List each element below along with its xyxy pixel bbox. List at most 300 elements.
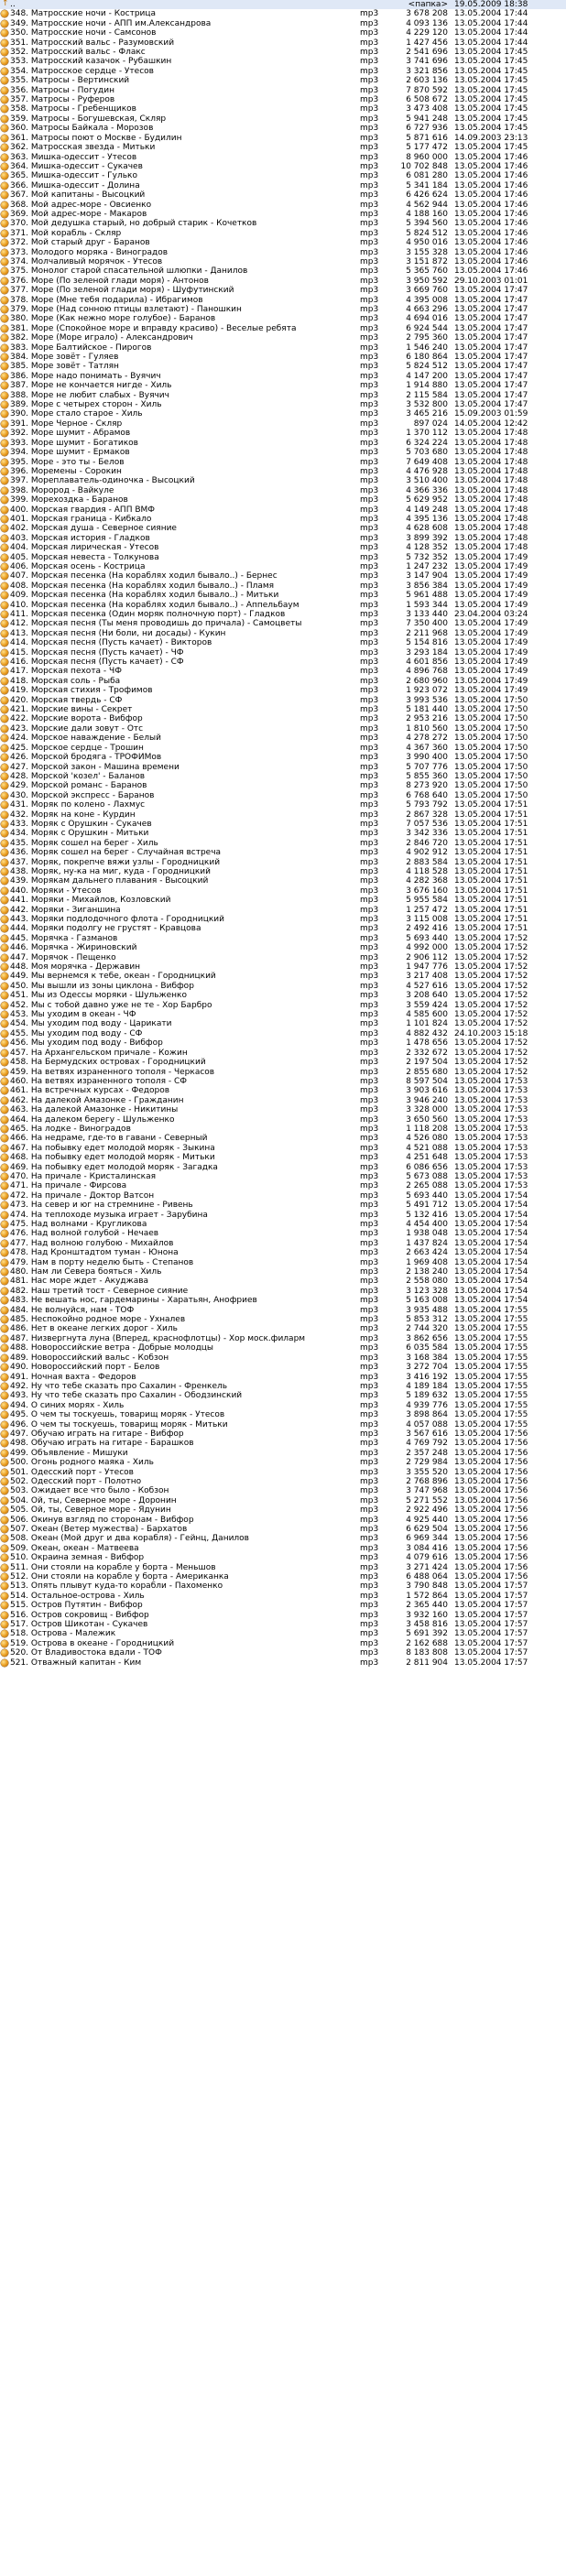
- audio-file-icon: [1, 963, 8, 971]
- file-row[interactable]: [0, 314, 566, 323]
- file-size: 3 676 160: [406, 886, 448, 896]
- file-row[interactable]: [0, 201, 566, 210]
- file-row[interactable]: [0, 429, 566, 438]
- file-extension: mp3: [360, 1248, 379, 1258]
- file-name: 521. Отважный капитан - Ким: [10, 1658, 142, 1668]
- file-row[interactable]: [0, 238, 566, 247]
- file-name: 511. Они стояли на корабле у борта - Меньшов: [10, 1562, 216, 1572]
- file-row[interactable]: [0, 1181, 566, 1190]
- file-row[interactable]: [0, 1334, 566, 1343]
- file-row[interactable]: [0, 1049, 566, 1058]
- file-name: 375. Монолог старой спасательной шлюпки - Данилов: [10, 266, 248, 277]
- file-size: 4 188 160: [406, 209, 448, 219]
- file-row[interactable]: [0, 372, 566, 381]
- file-row[interactable]: [0, 486, 566, 495]
- file-size: 5 491 712: [406, 1201, 448, 1211]
- audio-file-icon: [1, 239, 8, 246]
- audio-file-icon: [1, 315, 8, 322]
- file-row[interactable]: [0, 1658, 566, 1668]
- file-extension: mp3: [360, 1381, 379, 1391]
- file-extension: mp3: [360, 1220, 379, 1229]
- file-row[interactable]: [0, 1220, 566, 1229]
- file-row[interactable]: [0, 858, 566, 867]
- file-date: 13.05.2004 17:53: [454, 1153, 528, 1163]
- file-row[interactable]: [0, 1134, 566, 1143]
- file-row[interactable]: [0, 86, 566, 95]
- file-name: 462. На далекой Амазонке - Гражданин: [10, 1095, 184, 1105]
- file-date: 24.10.2003 15:18: [454, 1028, 528, 1038]
- file-row[interactable]: [0, 1496, 566, 1505]
- file-extension: mp3: [360, 400, 379, 410]
- file-row[interactable]: [0, 1516, 566, 1525]
- file-size: 2 883 584: [406, 857, 448, 867]
- file-row[interactable]: [0, 190, 566, 200]
- file-row[interactable]: [0, 38, 566, 48]
- file-name: 474. На теплоходе музыка играет - Зарубина: [10, 1210, 208, 1220]
- file-row[interactable]: [0, 219, 566, 228]
- file-row[interactable]: [0, 28, 566, 38]
- file-row[interactable]: [0, 1038, 566, 1048]
- file-row[interactable]: [0, 1563, 566, 1572]
- file-row[interactable]: [0, 1410, 566, 1419]
- file-name: 381. Море (Спокойное море и вправду красиво) - Веселые ребята: [10, 323, 297, 333]
- file-size: 3 473 408: [406, 104, 448, 114]
- audio-file-icon: [1, 572, 8, 580]
- file-date: 13.05.2004 17:47: [454, 286, 528, 296]
- audio-file-icon: [1, 840, 8, 847]
- file-row[interactable]: [0, 229, 566, 238]
- file-name: 508. Океан (Мой друг и два корабля) - Гейнц, Данилов: [10, 1534, 249, 1544]
- file-row[interactable]: [0, 1315, 566, 1324]
- file-extension: mp3: [360, 638, 379, 648]
- file-row[interactable]: [0, 1477, 566, 1486]
- file-name: 456. Мы уходим под воду - Вибфор: [10, 1038, 163, 1049]
- file-row[interactable]: [0, 562, 566, 571]
- file-row[interactable]: [0, 409, 566, 418]
- file-row[interactable]: [0, 696, 566, 705]
- file-row[interactable]: [0, 1581, 566, 1591]
- file-row[interactable]: [0, 867, 566, 876]
- file-name: 513. Опять плывут куда-то корабли - Пахоменко: [10, 1581, 223, 1592]
- file-row[interactable]: [0, 962, 566, 972]
- file-row[interactable]: [0, 1306, 566, 1315]
- file-date: 13.05.2004 17:55: [454, 1324, 528, 1334]
- file-date: 13.05.2004 17:45: [454, 66, 528, 76]
- file-row[interactable]: [0, 571, 566, 581]
- file-size: 1 572 864: [406, 1591, 448, 1601]
- file-name: 380. Море (Как нежно море голубое) - Баранов: [10, 314, 216, 324]
- file-row[interactable]: [0, 1324, 566, 1333]
- file-row[interactable]: [0, 439, 566, 448]
- file-name: 425. Морское сердце - Трошин: [10, 743, 144, 753]
- file-row[interactable]: [0, 134, 566, 143]
- file-name: 472. На причале - Доктор Ватсон: [10, 1190, 155, 1201]
- audio-file-icon: [1, 1659, 8, 1667]
- file-date: 13.05.2004 17:53: [454, 1171, 528, 1181]
- file-name: 453. Мы уходим в океан - ЧФ: [10, 1010, 136, 1020]
- file-name: 373. Молодого моряка - Виноградов: [10, 247, 169, 257]
- file-row[interactable]: [0, 1420, 566, 1429]
- file-row[interactable]: [0, 57, 566, 66]
- file-size: 5 955 584: [406, 896, 448, 906]
- file-row[interactable]: [0, 171, 566, 180]
- file-extension: mp3: [360, 790, 379, 800]
- file-row[interactable]: [0, 915, 566, 924]
- file-row[interactable]: [0, 1096, 566, 1105]
- file-row[interactable]: [0, 1572, 566, 1581]
- file-date: 19.05.2009 18:38: [454, 0, 528, 9]
- file-row[interactable]: [0, 734, 566, 743]
- audio-file-icon: [1, 277, 8, 285]
- file-row[interactable]: [0, 553, 566, 562]
- file-row[interactable]: [0, 1287, 566, 1296]
- file-date: 13.05.2004 17:46: [454, 190, 528, 201]
- file-row[interactable]: [0, 953, 566, 962]
- file-row[interactable]: [0, 1019, 566, 1028]
- file-row[interactable]: [0, 1001, 566, 1010]
- file-size: 3 790 848: [406, 1581, 448, 1592]
- file-row[interactable]: [0, 153, 566, 162]
- file-row[interactable]: [0, 924, 566, 933]
- file-extension: mp3: [360, 466, 379, 476]
- file-date: 13.05.2004 17:54: [454, 1277, 528, 1287]
- file-row[interactable]: [0, 104, 566, 114]
- file-size: 4 476 928: [406, 466, 448, 476]
- file-row[interactable]: [0, 467, 566, 476]
- file-row[interactable]: [0, 972, 566, 981]
- file-name: 512. Они стояли на корабле у борта - Американка: [10, 1572, 229, 1582]
- file-date: 13.05.2004 17:49: [454, 619, 528, 629]
- file-row[interactable]: [0, 1553, 566, 1562]
- file-row[interactable]: [0, 296, 566, 305]
- file-row[interactable]: [0, 1239, 566, 1248]
- file-row[interactable]: [0, 495, 566, 505]
- file-row[interactable]: [0, 943, 566, 952]
- file-date: 13.05.2004 17:55: [454, 1333, 528, 1343]
- file-row[interactable]: [0, 1258, 566, 1267]
- file-row[interactable]: [0, 1115, 566, 1125]
- parent-directory-row[interactable]: [0, 0, 566, 9]
- file-row[interactable]: [0, 629, 566, 638]
- file-row[interactable]: [0, 991, 566, 1000]
- file-date: 14.09.2003 23:13: [454, 133, 528, 143]
- file-row[interactable]: [0, 1611, 566, 1620]
- audio-file-icon: [1, 135, 8, 142]
- file-extension: mp3: [360, 190, 379, 201]
- file-size: 4 454 400: [406, 1220, 448, 1229]
- file-row[interactable]: [0, 810, 566, 820]
- file-row[interactable]: [0, 1449, 566, 1458]
- file-row[interactable]: [0, 391, 566, 400]
- file-date: 13.05.2004 17:51: [454, 905, 528, 915]
- file-row[interactable]: [0, 638, 566, 647]
- file-row[interactable]: [0, 1229, 566, 1238]
- file-date: 13.05.2004 17:51: [454, 915, 528, 924]
- file-size: 5 271 552: [406, 1495, 448, 1505]
- file-row[interactable]: [0, 1058, 566, 1067]
- file-extension: mp3: [360, 1162, 379, 1172]
- file-row[interactable]: [0, 1343, 566, 1353]
- audio-file-icon: [1, 230, 8, 237]
- audio-file-icon: [1, 1069, 8, 1076]
- file-date: 13.05.2004 17:48: [454, 533, 528, 543]
- file-row[interactable]: [0, 1296, 566, 1305]
- file-row[interactable]: [0, 1468, 566, 1477]
- file-row[interactable]: [0, 1125, 566, 1134]
- file-row[interactable]: [0, 343, 566, 353]
- file-row[interactable]: [0, 820, 566, 829]
- file-name: 358. Матросы - Гребенщиков: [10, 104, 136, 114]
- file-row[interactable]: [0, 714, 566, 723]
- file-name: 360. Матросы Байкала - Морозов: [10, 124, 154, 134]
- file-row[interactable]: [0, 515, 566, 524]
- file-row[interactable]: [0, 1534, 566, 1543]
- file-row[interactable]: [0, 848, 566, 857]
- file-row[interactable]: [0, 1144, 566, 1153]
- file-row[interactable]: [0, 839, 566, 848]
- file-size: 6 488 064: [406, 1572, 448, 1582]
- file-row[interactable]: [0, 524, 566, 533]
- audio-file-icon: [1, 1297, 8, 1304]
- file-row[interactable]: [0, 1382, 566, 1391]
- file-row[interactable]: [0, 67, 566, 76]
- file-row[interactable]: [0, 286, 566, 295]
- file-row[interactable]: [0, 48, 566, 57]
- file-row[interactable]: [0, 1248, 566, 1257]
- file-row[interactable]: [0, 1172, 566, 1181]
- file-row[interactable]: [0, 686, 566, 695]
- file-size: 1 947 776: [406, 962, 448, 973]
- file-row[interactable]: [0, 114, 566, 124]
- file-size: 6 324 224: [406, 438, 448, 448]
- file-row[interactable]: [0, 1505, 566, 1515]
- file-row[interactable]: [0, 1010, 566, 1019]
- file-extension: mp3: [360, 1448, 379, 1458]
- file-row[interactable]: [0, 124, 566, 133]
- file-row[interactable]: [0, 476, 566, 485]
- file-row[interactable]: [0, 667, 566, 676]
- audio-file-icon: [1, 811, 8, 819]
- file-name: 353. Матросский казачок - Рубашкин: [10, 57, 172, 67]
- file-row[interactable]: [0, 1648, 566, 1658]
- file-row[interactable]: [0, 210, 566, 219]
- file-extension: mp3: [360, 485, 379, 495]
- file-row[interactable]: [0, 791, 566, 800]
- file-size: 2 603 136: [406, 76, 448, 86]
- file-date: 13.05.2004 17:54: [454, 1248, 528, 1258]
- audio-file-icon: [1, 1469, 8, 1476]
- file-row[interactable]: [0, 1601, 566, 1610]
- file-size: 5 693 440: [406, 933, 448, 943]
- file-date: 13.05.2004 17:46: [454, 152, 528, 162]
- file-row[interactable]: [0, 277, 566, 286]
- file-row[interactable]: [0, 305, 566, 314]
- file-row[interactable]: [0, 162, 566, 171]
- file-row[interactable]: [0, 1267, 566, 1277]
- file-date: 13.05.2004 17:53: [454, 1105, 528, 1115]
- file-row[interactable]: [0, 934, 566, 943]
- audio-file-icon: [1, 1392, 8, 1399]
- file-row[interactable]: [0, 353, 566, 362]
- file-row[interactable]: [0, 763, 566, 772]
- file-row[interactable]: [0, 1429, 566, 1439]
- file-size: 1 593 344: [406, 600, 448, 610]
- file-row[interactable]: [0, 1163, 566, 1172]
- file-size: 2 680 960: [406, 676, 448, 686]
- file-row[interactable]: [0, 591, 566, 600]
- file-name: 412. Морская песня (Ты меня проводишь до причала) - Самоцветы: [10, 619, 302, 629]
- file-row[interactable]: [0, 333, 566, 342]
- audio-file-icon: [1, 1116, 8, 1124]
- file-row[interactable]: [0, 1353, 566, 1363]
- audio-file-icon: [1, 306, 8, 313]
- file-row[interactable]: [0, 658, 566, 667]
- file-name: 389. Море с четырех сторон - Хиль: [10, 400, 162, 410]
- file-row[interactable]: [0, 9, 566, 18]
- file-date: 13.05.2004 17:47: [454, 353, 528, 363]
- file-size: 3 935 488: [406, 1305, 448, 1315]
- audio-file-icon: [1, 96, 8, 103]
- file-row[interactable]: [0, 1077, 566, 1086]
- file-row[interactable]: [0, 886, 566, 896]
- file-extension: mp3: [360, 333, 379, 343]
- file-row[interactable]: [0, 419, 566, 429]
- file-name: 417. Морская пехота - ЧФ: [10, 667, 122, 677]
- file-name: 441. Моряки - Михайлов, Козловский: [10, 896, 171, 906]
- file-row[interactable]: [0, 324, 566, 333]
- file-row[interactable]: [0, 1592, 566, 1601]
- file-size: 3 993 536: [406, 695, 448, 705]
- file-name: 486. Нет в океане легких дорог - Хиль: [10, 1324, 178, 1334]
- audio-file-icon: [1, 68, 8, 75]
- audio-file-icon: [1, 1354, 8, 1362]
- file-row[interactable]: [0, 1401, 566, 1410]
- file-extension: mp3: [360, 1296, 379, 1306]
- file-row[interactable]: [0, 781, 566, 790]
- file-row[interactable]: [0, 1486, 566, 1495]
- file-row[interactable]: [0, 1068, 566, 1077]
- file-row[interactable]: [0, 1153, 566, 1162]
- file-row[interactable]: [0, 1191, 566, 1201]
- file-row[interactable]: [0, 95, 566, 104]
- file-name: 457. На Архангельском причале - Кожин: [10, 1048, 188, 1058]
- file-row[interactable]: [0, 1391, 566, 1400]
- file-size: 2 332 672: [406, 1048, 448, 1058]
- file-row[interactable]: [0, 448, 566, 457]
- file-row[interactable]: [0, 143, 566, 152]
- file-row[interactable]: [0, 619, 566, 628]
- file-row[interactable]: [0, 1211, 566, 1220]
- file-row[interactable]: [0, 829, 566, 838]
- audio-file-icon: [1, 1288, 8, 1295]
- file-row[interactable]: [0, 248, 566, 257]
- file-row[interactable]: [0, 362, 566, 371]
- file-date: 13.05.2004 17:56: [454, 1543, 528, 1553]
- file-row[interactable]: [0, 257, 566, 266]
- file-extension: mp3: [360, 1648, 379, 1658]
- file-row[interactable]: [0, 705, 566, 714]
- audio-file-icon: [1, 1640, 8, 1647]
- audio-file-icon: [1, 973, 8, 980]
- file-row[interactable]: [0, 534, 566, 543]
- file-row[interactable]: [0, 400, 566, 409]
- file-extension: mp3: [360, 886, 379, 896]
- file-row[interactable]: [0, 724, 566, 734]
- file-row[interactable]: [0, 1458, 566, 1467]
- file-date: 13.05.2004 17:50: [454, 723, 528, 734]
- file-row[interactable]: [0, 505, 566, 515]
- file-extension: mp3: [360, 1086, 379, 1096]
- file-date: 13.05.2004 17:46: [454, 238, 528, 248]
- file-row[interactable]: [0, 753, 566, 762]
- file-row[interactable]: [0, 181, 566, 190]
- file-row[interactable]: [0, 1639, 566, 1648]
- file-row[interactable]: [0, 1086, 566, 1095]
- file-row[interactable]: [0, 610, 566, 619]
- file-row[interactable]: [0, 1029, 566, 1038]
- file-size: 3 932 160: [406, 1610, 448, 1620]
- file-row[interactable]: [0, 1525, 566, 1534]
- file-extension: mp3: [360, 1076, 379, 1086]
- file-row[interactable]: [0, 772, 566, 781]
- file-row[interactable]: [0, 896, 566, 905]
- file-row[interactable]: [0, 381, 566, 390]
- file-row[interactable]: [0, 982, 566, 991]
- file-row[interactable]: [0, 19, 566, 28]
- file-row[interactable]: [0, 601, 566, 610]
- file-row[interactable]: [0, 1105, 566, 1114]
- file-extension: mp3: [360, 829, 379, 839]
- file-row[interactable]: [0, 648, 566, 658]
- file-row[interactable]: [0, 1544, 566, 1553]
- file-row[interactable]: [0, 1629, 566, 1638]
- file-name: 409. Морская песенка (На кораблях ходил бывало..) - Митьки: [10, 591, 279, 601]
- audio-file-icon: [1, 144, 8, 151]
- file-row[interactable]: [0, 1201, 566, 1210]
- file-row[interactable]: [0, 1439, 566, 1448]
- file-name: 500. Огонь родного маяка - Хиль: [10, 1458, 154, 1468]
- audio-file-icon: [1, 983, 8, 990]
- file-name: 423. Морские дали зовут - Отс: [10, 723, 144, 734]
- file-size: 1 118 208: [406, 1124, 448, 1134]
- file-name: 451. Мы из Одессы моряки - Шульженко: [10, 991, 187, 1001]
- file-size: 1 370 112: [406, 429, 448, 439]
- file-name: 374. Молчаливый морячок - Утесов: [10, 256, 163, 266]
- file-row[interactable]: [0, 1277, 566, 1286]
- file-row[interactable]: [0, 76, 566, 85]
- file-extension: mp3: [360, 381, 379, 391]
- file-date: 13.05.2004 17:44: [454, 28, 528, 38]
- file-name: 445. Морячка - Газманов: [10, 933, 118, 943]
- file-name: 505. Ой, ты, Северное море - Ядунин: [10, 1505, 171, 1516]
- audio-file-icon: [1, 954, 8, 962]
- file-row[interactable]: [0, 677, 566, 686]
- file-row[interactable]: [0, 876, 566, 886]
- file-row[interactable]: [0, 543, 566, 552]
- file-row[interactable]: [0, 744, 566, 753]
- file-extension: mp3: [360, 647, 379, 658]
- file-row[interactable]: [0, 582, 566, 591]
- file-name: 394. Море шумит - Ермаков: [10, 448, 130, 458]
- file-row[interactable]: [0, 800, 566, 810]
- file-row[interactable]: [0, 1363, 566, 1372]
- audio-file-icon: [1, 830, 8, 837]
- file-row[interactable]: [0, 1620, 566, 1629]
- file-row[interactable]: [0, 266, 566, 276]
- file-row[interactable]: [0, 906, 566, 915]
- file-row[interactable]: [0, 458, 566, 467]
- file-row[interactable]: [0, 1373, 566, 1382]
